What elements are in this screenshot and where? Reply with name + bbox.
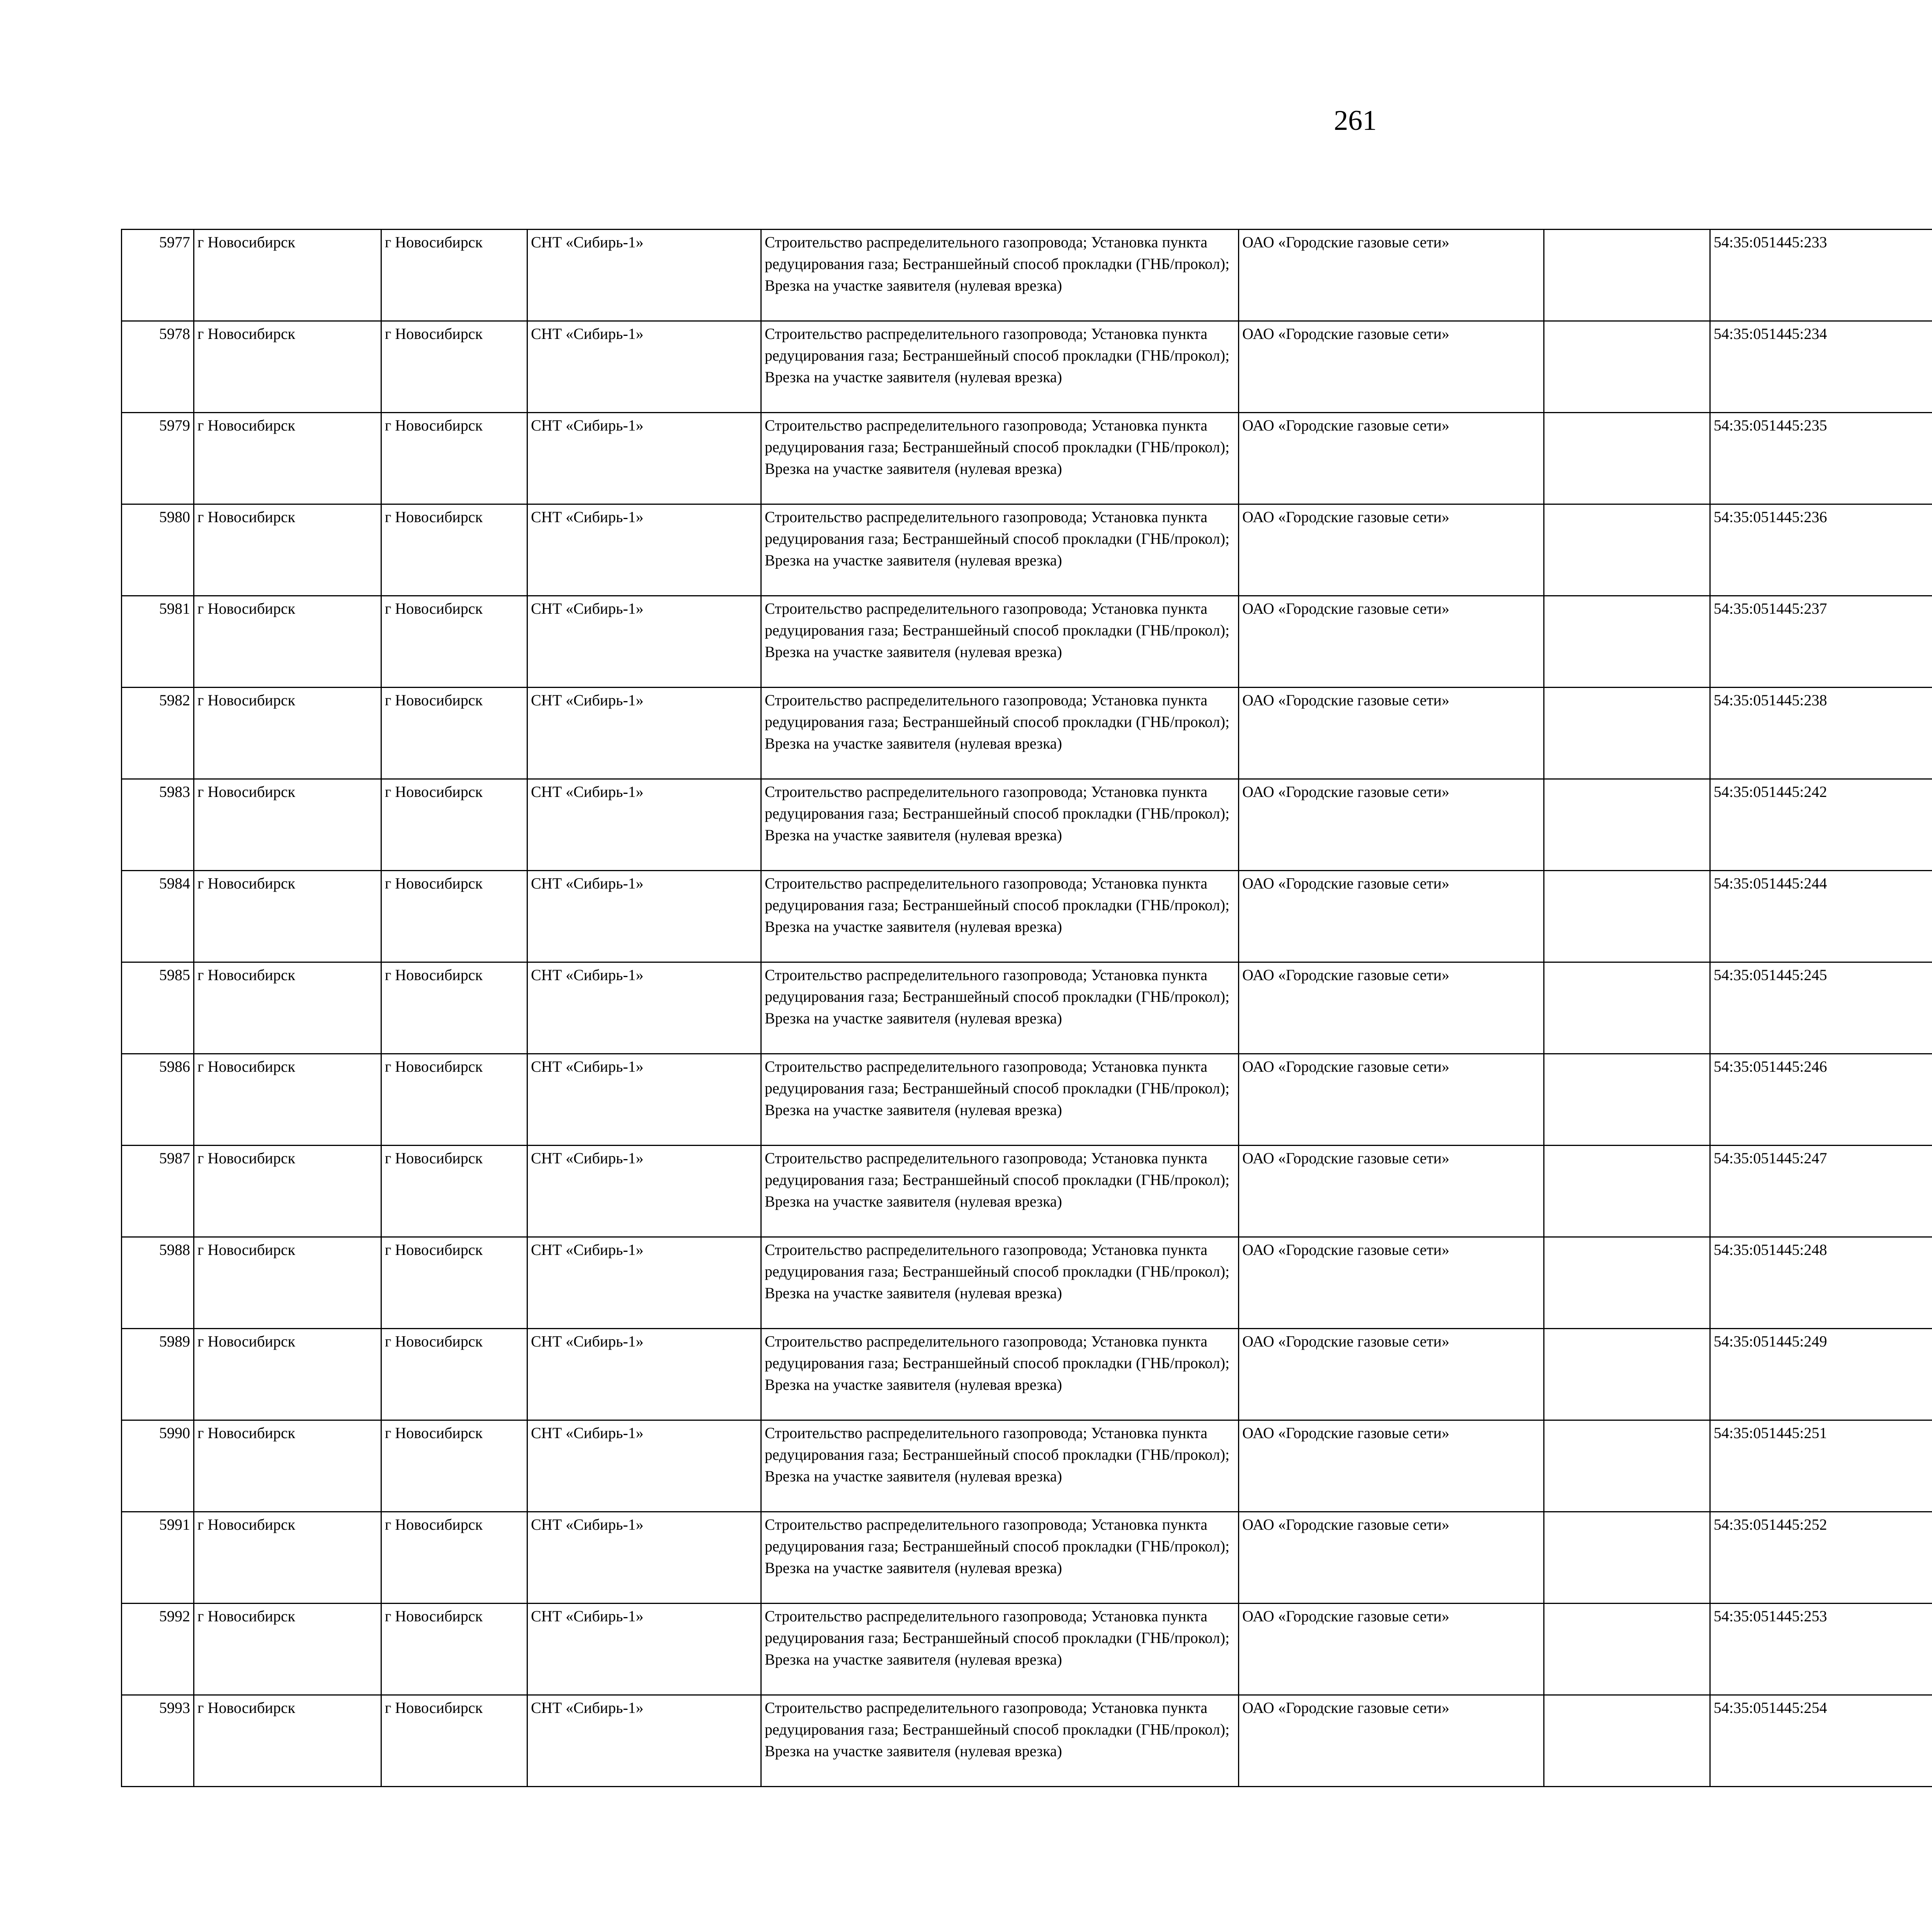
cell-district: г Новосибирск [194, 1146, 381, 1237]
cell-row-number: 5978 [122, 321, 194, 413]
cell-district: г Новосибирск [194, 1604, 381, 1695]
table-row [122, 1420, 1932, 1512]
table-row [122, 779, 1932, 871]
table-row [122, 1695, 1932, 1787]
cell-cadastral-number: 54:35:051445:237 [1710, 596, 1932, 688]
cell-object: СНТ «Сибирь-1» [527, 688, 761, 779]
cell-organization: ОАО «Городские газовые сети» [1239, 871, 1544, 962]
cell-row-number: 5979 [122, 413, 194, 504]
cell-district: г Новосибирск [194, 1054, 381, 1146]
cell-locality: г Новосибирск [381, 230, 527, 321]
table-row [122, 230, 1932, 321]
cell-works-description: Строительство распределительного газопровода; Установка пункта редуцирования газа; Бестраншейный способ прокладки (ГНБ/прокол); Врезка на участке заявителя (нулевая врезка) [761, 1237, 1239, 1329]
cell-row-number: 5992 [122, 1604, 194, 1695]
table-row [122, 504, 1932, 596]
cell-organization: ОАО «Городские газовые сети» [1239, 1146, 1544, 1237]
table-row [122, 1237, 1932, 1329]
cell-cadastral-number: 54:35:051445:245 [1710, 962, 1932, 1054]
cell-organization: ОАО «Городские газовые сети» [1239, 1695, 1544, 1787]
cell-district: г Новосибирск [194, 962, 381, 1054]
cell-empty [1544, 779, 1710, 871]
cell-empty [1544, 1146, 1710, 1237]
cell-empty [1544, 1237, 1710, 1329]
cell-cadastral-number: 54:35:051445:235 [1710, 413, 1932, 504]
cell-locality: г Новосибирск [381, 504, 527, 596]
cell-cadastral-number: 54:35:051445:253 [1710, 1604, 1932, 1695]
cell-organization: ОАО «Городские газовые сети» [1239, 1512, 1544, 1604]
cell-organization: ОАО «Городские газовые сети» [1239, 1604, 1544, 1695]
cell-district: г Новосибирск [194, 1512, 381, 1604]
cell-empty [1544, 962, 1710, 1054]
cell-works-description: Строительство распределительного газопровода; Установка пункта редуцирования газа; Бестраншейный способ прокладки (ГНБ/прокол); Врезка на участке заявителя (нулевая врезка) [761, 1329, 1239, 1420]
cell-works-description: Строительство распределительного газопровода; Установка пункта редуцирования газа; Бестраншейный способ прокладки (ГНБ/прокол); Врезка на участке заявителя (нулевая врезка) [761, 413, 1239, 504]
cell-object: СНТ «Сибирь-1» [527, 1237, 761, 1329]
table-row [122, 871, 1932, 962]
gasification-register-table [121, 229, 1932, 1787]
cell-locality: г Новосибирск [381, 1604, 527, 1695]
cell-works-description: Строительство распределительного газопровода; Установка пункта редуцирования газа; Бестраншейный способ прокладки (ГНБ/прокол); Врезка на участке заявителя (нулевая врезка) [761, 871, 1239, 962]
cell-empty [1544, 504, 1710, 596]
cell-organization: ОАО «Городские газовые сети» [1239, 962, 1544, 1054]
cell-works-description: Строительство распределительного газопровода; Установка пункта редуцирования газа; Бестраншейный способ прокладки (ГНБ/прокол); Врезка на участке заявителя (нулевая врезка) [761, 1695, 1239, 1787]
cell-district: г Новосибирск [194, 1329, 381, 1420]
cell-organization: ОАО «Городские газовые сети» [1239, 230, 1544, 321]
cell-row-number: 5983 [122, 779, 194, 871]
cell-organization: ОАО «Городские газовые сети» [1239, 1329, 1544, 1420]
cell-works-description: Строительство распределительного газопровода; Установка пункта редуцирования газа; Бестраншейный способ прокладки (ГНБ/прокол); Врезка на участке заявителя (нулевая врезка) [761, 504, 1239, 596]
cell-locality: г Новосибирск [381, 1054, 527, 1146]
cell-locality: г Новосибирск [381, 688, 527, 779]
cell-organization: ОАО «Городские газовые сети» [1239, 596, 1544, 688]
cell-locality: г Новосибирск [381, 1420, 527, 1512]
cell-works-description: Строительство распределительного газопровода; Установка пункта редуцирования газа; Бестраншейный способ прокладки (ГНБ/прокол); Врезка на участке заявителя (нулевая врезка) [761, 1604, 1239, 1695]
cell-row-number: 5993 [122, 1695, 194, 1787]
cell-locality: г Новосибирск [381, 596, 527, 688]
cell-cadastral-number: 54:35:051445:246 [1710, 1054, 1932, 1146]
cell-locality: г Новосибирск [381, 1695, 527, 1787]
cell-district: г Новосибирск [194, 1237, 381, 1329]
cell-locality: г Новосибирск [381, 413, 527, 504]
cell-locality: г Новосибирск [381, 1237, 527, 1329]
cell-empty [1544, 1420, 1710, 1512]
cell-works-description: Строительство распределительного газопровода; Установка пункта редуцирования газа; Бестраншейный способ прокладки (ГНБ/прокол); Врезка на участке заявителя (нулевая врезка) [761, 321, 1239, 413]
cell-cadastral-number: 54:35:051445:248 [1710, 1237, 1932, 1329]
cell-cadastral-number: 54:35:051445:244 [1710, 871, 1932, 962]
cell-object: СНТ «Сибирь-1» [527, 596, 761, 688]
cell-object: СНТ «Сибирь-1» [527, 230, 761, 321]
cell-empty [1544, 688, 1710, 779]
table-row [122, 1512, 1932, 1604]
cell-organization: ОАО «Городские газовые сети» [1239, 413, 1544, 504]
cell-row-number: 5985 [122, 962, 194, 1054]
cell-empty [1544, 413, 1710, 504]
cell-object: СНТ «Сибирь-1» [527, 1695, 761, 1787]
cell-row-number: 5984 [122, 871, 194, 962]
cell-object: СНТ «Сибирь-1» [527, 321, 761, 413]
cell-empty [1544, 1695, 1710, 1787]
cell-locality: г Новосибирск [381, 1329, 527, 1420]
cell-works-description: Строительство распределительного газопровода; Установка пункта редуцирования газа; Бестраншейный способ прокладки (ГНБ/прокол); Врезка на участке заявителя (нулевая врезка) [761, 1054, 1239, 1146]
cell-cadastral-number: 54:35:051445:242 [1710, 779, 1932, 871]
cell-works-description: Строительство распределительного газопровода; Установка пункта редуцирования газа; Бестраншейный способ прокладки (ГНБ/прокол); Врезка на участке заявителя (нулевая врезка) [761, 1420, 1239, 1512]
table-row [122, 962, 1932, 1054]
cell-row-number: 5990 [122, 1420, 194, 1512]
cell-works-description: Строительство распределительного газопровода; Установка пункта редуцирования газа; Бестраншейный способ прокладки (ГНБ/прокол); Врезка на участке заявителя (нулевая врезка) [761, 1512, 1239, 1604]
cell-row-number: 5987 [122, 1146, 194, 1237]
register-table-body [122, 230, 1932, 1787]
cell-works-description: Строительство распределительного газопровода; Установка пункта редуцирования газа; Бестраншейный способ прокладки (ГНБ/прокол); Врезка на участке заявителя (нулевая врезка) [761, 1146, 1239, 1237]
cell-row-number: 5980 [122, 504, 194, 596]
cell-row-number: 5977 [122, 230, 194, 321]
cell-empty [1544, 1054, 1710, 1146]
cell-organization: ОАО «Городские газовые сети» [1239, 779, 1544, 871]
cell-locality: г Новосибирск [381, 871, 527, 962]
cell-row-number: 5988 [122, 1237, 194, 1329]
cell-row-number: 5989 [122, 1329, 194, 1420]
table-row [122, 1604, 1932, 1695]
cell-object: СНТ «Сибирь-1» [527, 779, 761, 871]
cell-object: СНТ «Сибирь-1» [527, 962, 761, 1054]
cell-cadastral-number: 54:35:051445:252 [1710, 1512, 1932, 1604]
cell-object: СНТ «Сибирь-1» [527, 504, 761, 596]
cell-organization: ОАО «Городские газовые сети» [1239, 504, 1544, 596]
cell-empty [1544, 1512, 1710, 1604]
cell-cadastral-number: 54:35:051445:238 [1710, 688, 1932, 779]
cell-object: СНТ «Сибирь-1» [527, 1329, 761, 1420]
cell-cadastral-number: 54:35:051445:247 [1710, 1146, 1932, 1237]
cell-row-number: 5991 [122, 1512, 194, 1604]
cell-row-number: 5986 [122, 1054, 194, 1146]
cell-object: СНТ «Сибирь-1» [527, 413, 761, 504]
cell-row-number: 5981 [122, 596, 194, 688]
cell-organization: ОАО «Городские газовые сети» [1239, 321, 1544, 413]
cell-district: г Новосибирск [194, 1695, 381, 1787]
cell-district: г Новосибирск [194, 596, 381, 688]
table-row [122, 1054, 1932, 1146]
cell-empty [1544, 230, 1710, 321]
cell-works-description: Строительство распределительного газопровода; Установка пункта редуцирования газа; Бестраншейный способ прокладки (ГНБ/прокол); Врезка на участке заявителя (нулевая врезка) [761, 779, 1239, 871]
cell-locality: г Новосибирск [381, 321, 527, 413]
cell-district: г Новосибирск [194, 779, 381, 871]
cell-cadastral-number: 54:35:051445:236 [1710, 504, 1932, 596]
cell-object: СНТ «Сибирь-1» [527, 871, 761, 962]
cell-locality: г Новосибирск [381, 1512, 527, 1604]
cell-object: СНТ «Сибирь-1» [527, 1054, 761, 1146]
table-row [122, 1146, 1932, 1237]
cell-cadastral-number: 54:35:051445:254 [1710, 1695, 1932, 1787]
cell-cadastral-number: 54:35:051445:249 [1710, 1329, 1932, 1420]
cell-district: г Новосибирск [194, 688, 381, 779]
cell-cadastral-number: 54:35:051445:233 [1710, 230, 1932, 321]
cell-district: г Новосибирск [194, 413, 381, 504]
cell-organization: ОАО «Городские газовые сети» [1239, 1420, 1544, 1512]
cell-district: г Новосибирск [194, 871, 381, 962]
cell-district: г Новосибирск [194, 230, 381, 321]
page-number: 261 [1334, 105, 1377, 136]
table-row [122, 688, 1932, 779]
cell-cadastral-number: 54:35:051445:234 [1710, 321, 1932, 413]
cell-organization: ОАО «Городские газовые сети» [1239, 688, 1544, 779]
cell-locality: г Новосибирск [381, 962, 527, 1054]
cell-district: г Новосибирск [194, 321, 381, 413]
cell-object: СНТ «Сибирь-1» [527, 1146, 761, 1237]
cell-object: СНТ «Сибирь-1» [527, 1512, 761, 1604]
cell-object: СНТ «Сибирь-1» [527, 1420, 761, 1512]
cell-empty [1544, 321, 1710, 413]
cell-works-description: Строительство распределительного газопровода; Установка пункта редуцирования газа; Бестраншейный способ прокладки (ГНБ/прокол); Врезка на участке заявителя (нулевая врезка) [761, 688, 1239, 779]
cell-district: г Новосибирск [194, 504, 381, 596]
cell-cadastral-number: 54:35:051445:251 [1710, 1420, 1932, 1512]
cell-empty [1544, 871, 1710, 962]
table-row [122, 321, 1932, 413]
cell-empty [1544, 1329, 1710, 1420]
cell-organization: ОАО «Городские газовые сети» [1239, 1054, 1544, 1146]
cell-works-description: Строительство распределительного газопровода; Установка пункта редуцирования газа; Бестраншейный способ прокладки (ГНБ/прокол); Врезка на участке заявителя (нулевая врезка) [761, 962, 1239, 1054]
cell-locality: г Новосибирск [381, 779, 527, 871]
table-row [122, 596, 1932, 688]
cell-empty [1544, 596, 1710, 688]
cell-object: СНТ «Сибирь-1» [527, 1604, 761, 1695]
table-row [122, 413, 1932, 504]
cell-works-description: Строительство распределительного газопровода; Установка пункта редуцирования газа; Бестраншейный способ прокладки (ГНБ/прокол); Врезка на участке заявителя (нулевая врезка) [761, 230, 1239, 321]
cell-district: г Новосибирск [194, 1420, 381, 1512]
cell-works-description: Строительство распределительного газопровода; Установка пункта редуцирования газа; Бестраншейный способ прокладки (ГНБ/прокол); Врезка на участке заявителя (нулевая врезка) [761, 596, 1239, 688]
cell-locality: г Новосибирск [381, 1146, 527, 1237]
cell-empty [1544, 1604, 1710, 1695]
cell-row-number: 5982 [122, 688, 194, 779]
table-row [122, 1329, 1932, 1420]
cell-organization: ОАО «Городские газовые сети» [1239, 1237, 1544, 1329]
